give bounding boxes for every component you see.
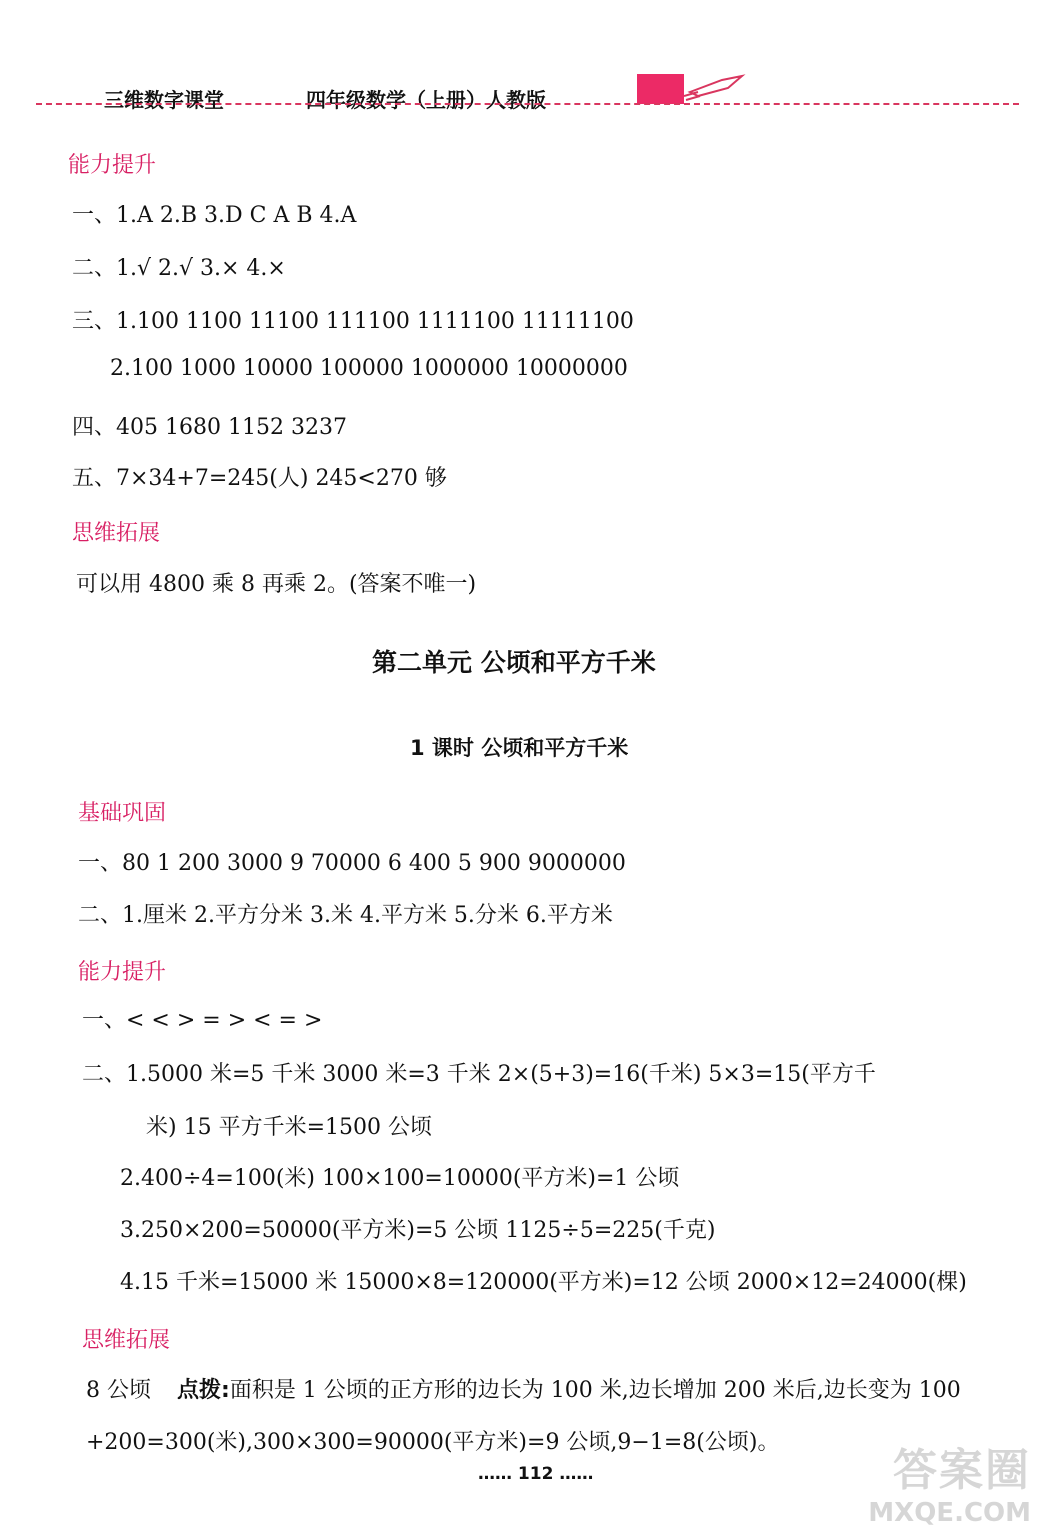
answer-line: 4.15 千米=15000 米 15000×8=120000(平方米)=12 公顷 2000×12=24000(棵) [120,1270,967,1295]
section-heading-ability-2: 能力提升 [78,960,167,985]
answer-line: 二、1.5000 米=5 千米 3000 米=3 千米 2×(5+3)=16(千米) 5×3=15(平方千 [82,1062,876,1087]
answer-line: 2.100 1000 10000 100000 1000000 10000000 [110,356,628,381]
thinking-answer: 8 公顷 [86,1378,151,1403]
answer-line: 2.400÷4=100(米) 100×100=10000(平方米)=1 公顷 [120,1166,680,1191]
rocket-icon [684,70,748,104]
tip-text: 面积是 1 公顷的正方形的边长为 100 米,边长增加 200 米后,边长变为 100 [229,1378,961,1403]
thinking-tip-line-1 [86,1373,961,1404]
answer-line: 一、1.A 2.B 3.D C A B 4.A [72,203,357,228]
watermark-logo [868,1434,1031,1528]
lesson-title: 1 课时 公顷和平方千米 [410,736,629,760]
watermark-line2: MXQE.COM [868,1498,1031,1528]
section-heading-basic: 基础巩固 [78,801,167,826]
header-subject: 四年级数学（上册）人教版 [306,88,546,112]
thinking-answer: 可以用 4800 乘 8 再乘 2。(答案不唯一) [76,572,477,597]
unit-title: 第二单元 公顷和平方千米 [372,648,656,677]
header-book-title: 三维数字课堂 [104,88,224,112]
watermark-line1: 答案圈 [893,1445,1031,1496]
answer-line: 一、< < > = > < = > [82,1008,323,1033]
answer-line: 三、1.100 1100 11100 111100 1111100 11111100 [72,309,634,334]
page-number: …… 112 …… [478,1464,594,1484]
answer-line: 3.250×200=50000(平方米)=5 公顷 1125÷5=225(千克) [120,1218,716,1243]
answer-line: 二、1.√ 2.√ 3.× 4.× [72,256,286,281]
answer-line: 二、1.厘米 2.平方分米 3.米 4.平方米 5.分米 6.平方米 [78,903,613,928]
tip-label: 点拨: [177,1378,230,1403]
answer-line: 四、405 1680 1152 3237 [72,415,347,440]
header-decoration-box [637,74,684,104]
section-heading-thinking-1: 思维拓展 [72,521,161,546]
header-divider [36,103,1019,105]
answer-line: 五、7×34+7=245(人) 245<270 够 [72,466,447,491]
section-heading-thinking-2: 思维拓展 [82,1328,171,1353]
thinking-tip-line-2: +200=300(米),300×300=90000(平方米)=9 公顷,9−1=8(公顷)。 [86,1430,780,1455]
answer-line: 米) 15 平方千米=1500 公顷 [146,1115,432,1140]
section-heading-ability-1: 能力提升 [68,153,157,178]
answer-line: 一、80 1 200 3000 9 70000 6 400 5 900 9000000 [78,851,626,876]
